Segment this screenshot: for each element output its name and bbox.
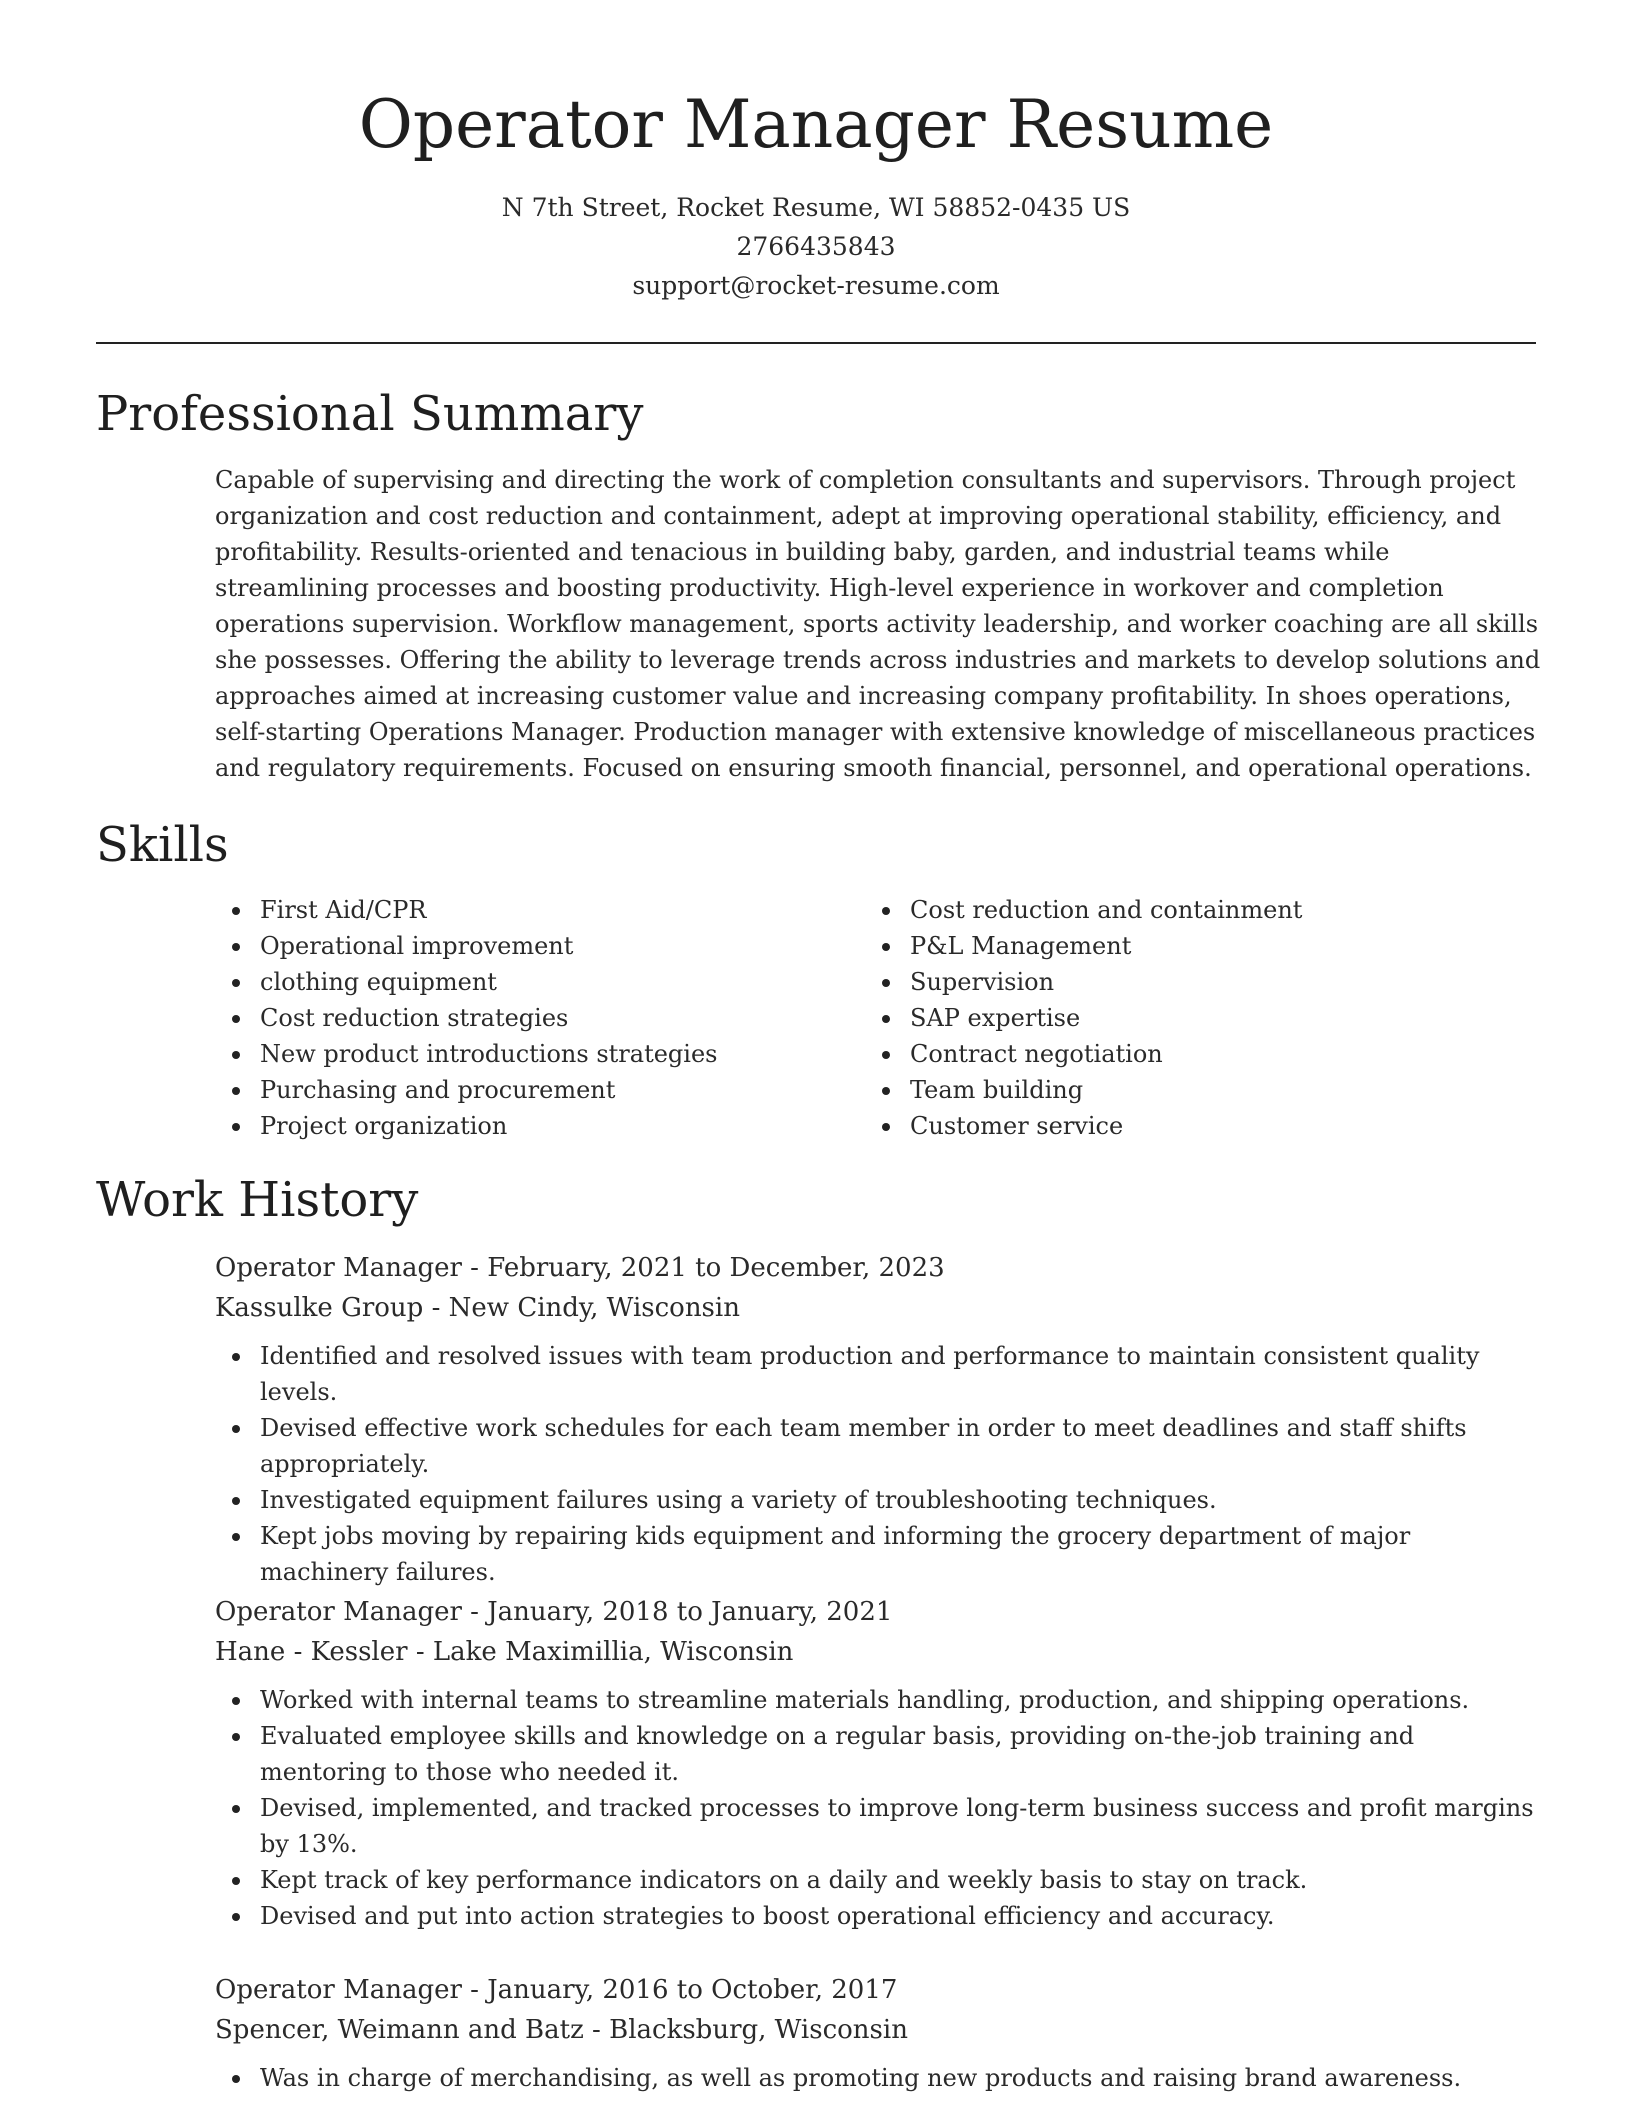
bullet-icon — [882, 907, 890, 915]
skill-label: Operational improvement — [260, 932, 574, 960]
contact-block — [0, 188, 1632, 305]
job-bullets — [215, 1338, 1545, 1590]
separator: - — [461, 1597, 488, 1627]
job-position: Operator Manager — [215, 1975, 462, 2005]
job-bullet-text: Kept track of key performance indicators on a daily and weekly basis to stay on track. — [260, 1866, 1308, 1894]
bullet-icon — [232, 1015, 240, 1023]
contact-email: support@rocket-resume.com — [632, 271, 1000, 300]
job-bullet — [215, 1790, 1545, 1862]
skill-item — [865, 928, 1302, 964]
resume-header — [0, 0, 1632, 305]
job-bullet — [215, 1718, 1545, 1790]
bullet-icon — [882, 943, 890, 951]
job-bullet — [215, 1338, 1545, 1410]
bullet-icon — [882, 1123, 890, 1131]
skill-item — [865, 964, 1302, 1000]
skill-label: Cost reduction and containment — [910, 896, 1303, 924]
skill-item — [215, 1108, 717, 1144]
bullet-icon — [232, 1913, 240, 1921]
job-bullet-text: Devised and put into action strategies to boost operational efficiency and accuracy. — [260, 1902, 1275, 1930]
job-entry — [215, 1592, 1545, 1934]
job-company-line — [215, 1288, 1545, 1328]
skills-list — [215, 892, 1545, 1144]
skill-label: SAP expertise — [910, 1004, 1081, 1032]
skill-item — [215, 964, 717, 1000]
job-bullets — [215, 1682, 1545, 1934]
skill-label: P&L Management — [910, 932, 1132, 960]
skills-column-right — [865, 892, 1302, 1144]
job-company-line — [215, 2010, 1545, 2050]
job-bullet-text: Identified and resolved issues with team production and performance to maintain consistent quality levels. — [260, 1342, 1480, 1406]
skill-item — [865, 1000, 1302, 1036]
bullet-icon — [882, 1051, 890, 1059]
separator: - — [461, 1975, 488, 2005]
header-divider — [96, 342, 1536, 344]
skills-column-left — [215, 892, 717, 1144]
skill-label: Supervision — [910, 968, 1055, 996]
bullet-icon — [882, 1015, 890, 1023]
bullet-icon — [232, 1533, 240, 1541]
job-bullet-text: Devised, implemented, and tracked processes to improve long-term business success and profit margins by 13%. — [260, 1794, 1534, 1858]
skill-label: New product introductions strategies — [260, 1040, 718, 1068]
job-bullet — [215, 1898, 1545, 1934]
skill-label: First Aid/CPR — [260, 896, 427, 924]
job-company: Hane - Kessler — [215, 1637, 408, 1667]
skill-label: Customer service — [910, 1112, 1124, 1140]
job-bullet-text: Was in charge of merchandising, as well as promoting new products and raising brand awareness. — [260, 2064, 1462, 2092]
job-dates: February, 2021 to December, 2023 — [487, 1253, 945, 1283]
skill-item — [215, 928, 717, 964]
job-location: New Cindy, Wisconsin — [448, 1293, 740, 1323]
bullet-icon — [232, 1497, 240, 1505]
job-location: Blacksburg, Wisconsin — [609, 2015, 908, 2045]
skill-item — [865, 892, 1302, 928]
job-bullet-text: Investigated equipment failures using a variety of troubleshooting techniques. — [260, 1486, 1217, 1514]
bullet-icon — [232, 979, 240, 987]
job-bullet — [215, 2060, 1545, 2096]
job-location: Lake Maximillia, Wisconsin — [432, 1637, 794, 1667]
skill-item — [215, 1000, 717, 1036]
bullet-icon — [232, 2075, 240, 2083]
job-bullet — [215, 1410, 1545, 1482]
skill-label: Project organization — [260, 1112, 508, 1140]
skill-item — [865, 1108, 1302, 1144]
section-title-work-history: Work History — [96, 1172, 419, 1228]
bullet-icon — [232, 1123, 240, 1131]
section-title-summary: Professional Summary — [96, 386, 644, 442]
job-dates: January, 2018 to January, 2021 — [487, 1597, 893, 1627]
bullet-icon — [232, 1051, 240, 1059]
skill-item — [215, 1072, 717, 1108]
job-bullet-text: Worked with internal teams to streamline materials handling, production, and shipping operations. — [260, 1686, 1470, 1714]
job-dates: January, 2016 to October, 2017 — [487, 1975, 898, 2005]
contact-address: N 7th Street, Rocket Resume, WI 58852-0435 US — [501, 193, 1131, 222]
job-entry — [215, 1970, 1545, 2096]
job-bullet-text: Kept jobs moving by repairing kids equipment and informing the grocery department of major machinery failures. — [260, 1522, 1411, 1586]
skill-item — [865, 1072, 1302, 1108]
bullet-icon — [232, 1087, 240, 1095]
job-company-line — [215, 1632, 1545, 1672]
skill-label: Purchasing and procurement — [260, 1076, 616, 1104]
job-position: Operator Manager — [215, 1597, 462, 1627]
job-company: Kassulke Group — [215, 1293, 424, 1323]
job-company: Spencer, Weimann and Batz — [215, 2015, 584, 2045]
separator: - — [583, 2015, 610, 2045]
skill-item — [215, 1036, 717, 1072]
skill-item — [865, 1036, 1302, 1072]
skill-label: Contract negotiation — [910, 1040, 1163, 1068]
job-bullets — [215, 2060, 1545, 2096]
bullet-icon — [232, 1697, 240, 1705]
separator: - — [407, 1637, 433, 1667]
job-bullet — [215, 1518, 1545, 1590]
bullet-icon — [232, 907, 240, 915]
job-bullet-text: Evaluated employee skills and knowledge on a regular basis, providing on-the-job training and mentoring to those who needed it. — [260, 1722, 1415, 1786]
job-bullet — [215, 1862, 1545, 1898]
job-bullet — [215, 1482, 1545, 1518]
job-entry — [215, 1248, 1545, 1590]
job-title-line — [215, 1970, 1545, 2010]
contact-phone: 2766435843 — [736, 232, 896, 261]
bullet-icon — [882, 1087, 890, 1095]
bullet-icon — [232, 1353, 240, 1361]
job-title-line — [215, 1592, 1545, 1632]
job-bullet-text: Devised effective work schedules for each team member in order to meet deadlines and staff shifts appropriately. — [260, 1414, 1467, 1478]
skill-label: Cost reduction strategies — [260, 1004, 569, 1032]
bullet-icon — [232, 1733, 240, 1741]
skill-label: Team building — [910, 1076, 1084, 1104]
separator: - — [423, 1293, 449, 1323]
skill-item — [215, 892, 717, 928]
bullet-icon — [232, 943, 240, 951]
bullet-icon — [232, 1425, 240, 1433]
summary-text: Capable of supervising and directing the work of completion consultants and supervisors. Through project organization and cost reduction and containment, adept at improving operational stability, efficiency, and profitability. Results-oriented and tenacious in building baby, garden, and industrial teams while streamlining processes and boosting productivity. High-level experience in workover and completion operations supervision. Workflow management, sports activity leadership, and worker coaching are all skills she possesses. Offering the ability to leverage trends across industries and markets to develop solutions and approaches aimed at increasing customer value and increasing company profitability. In shoes operations, self-starting Operations Manager. Production manager with extensive knowledge of miscellaneous practices and regulatory requirements. Focused on ensuring smooth financial, personnel, and operational operations. — [215, 466, 1541, 782]
bullet-icon — [232, 1877, 240, 1885]
job-bullet — [215, 1682, 1545, 1718]
separator: - — [461, 1253, 488, 1283]
skill-label: clothing equipment — [260, 968, 497, 996]
job-position: Operator Manager — [215, 1253, 462, 1283]
bullet-icon — [882, 979, 890, 987]
job-title-line — [215, 1248, 1545, 1288]
bullet-icon — [232, 1805, 240, 1813]
resume-title: Operator Manager Resume — [358, 86, 1274, 163]
section-title-skills: Skills — [96, 817, 229, 873]
